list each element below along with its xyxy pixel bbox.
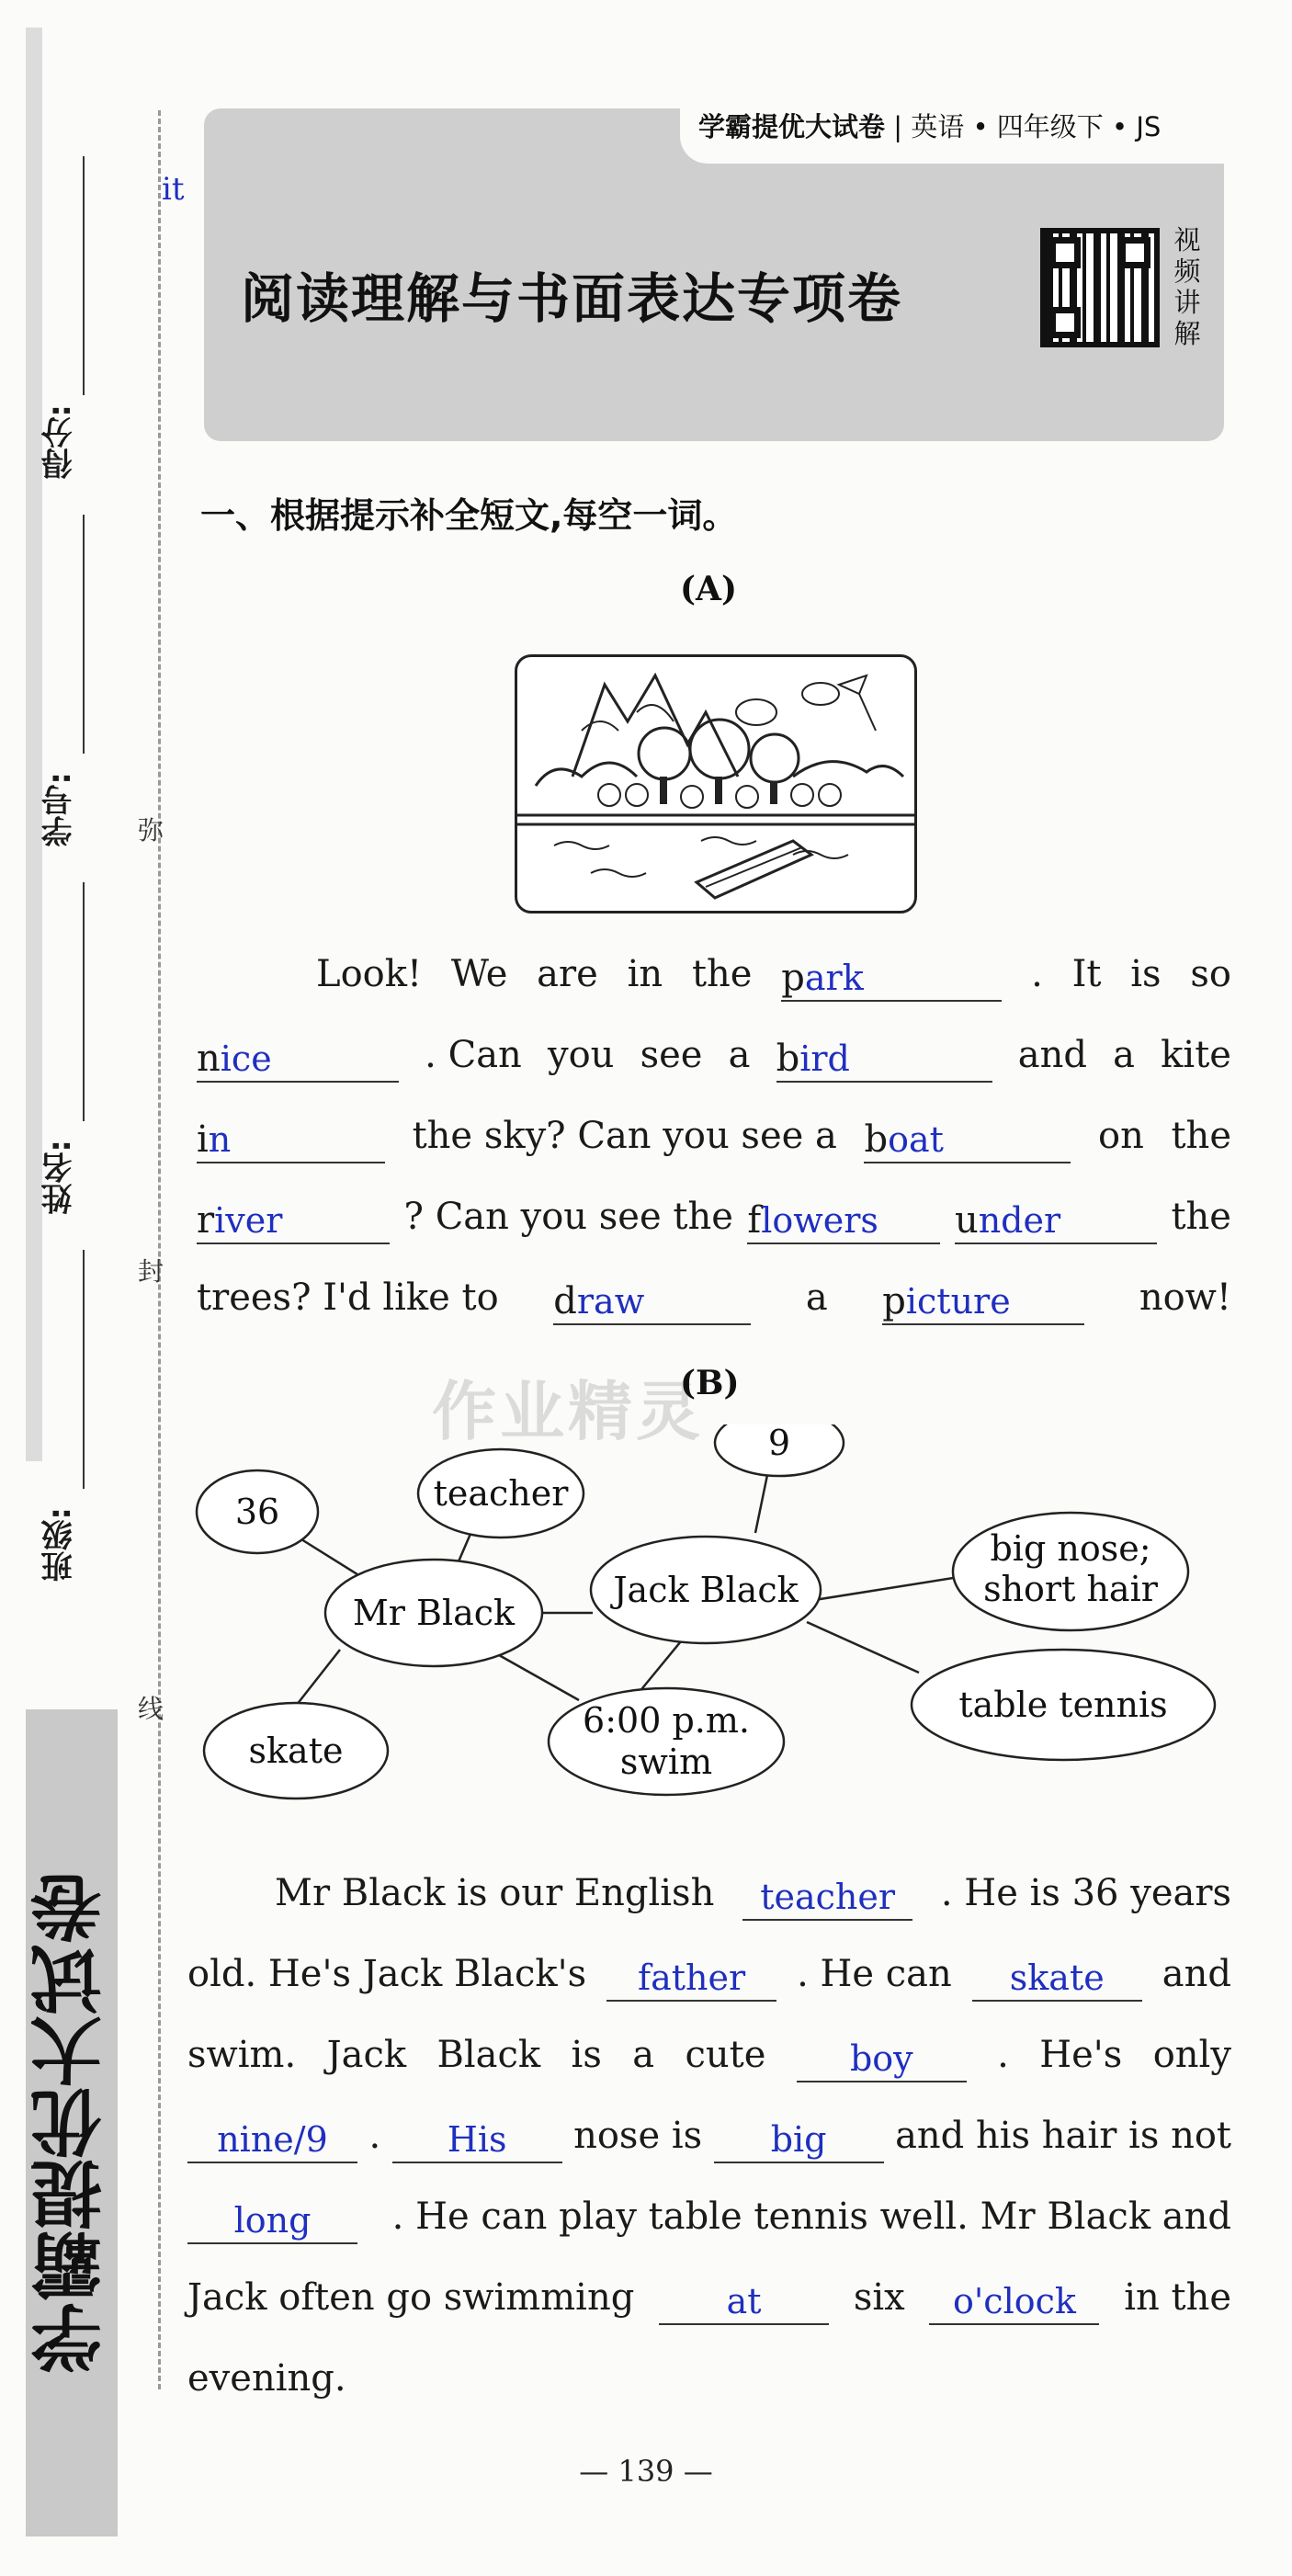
passage-a-line-4 [197, 1189, 1231, 1244]
blank-answer: oat [888, 1119, 944, 1160]
blank-prefix: p [882, 1280, 906, 1322]
node-swim-label: swim [619, 1742, 713, 1782]
word: evening. [187, 2357, 346, 2400]
blank-answer: long [233, 2200, 312, 2241]
blank-answer: boy [849, 2038, 913, 2079]
passage-b-line-2 [187, 1946, 1231, 2002]
blank-answer: nine/9 [217, 2119, 328, 2160]
word: Black [436, 2034, 541, 2076]
blank-prefix: i [197, 1118, 209, 1161]
word: is [1130, 953, 1162, 995]
answer-blank[interactable] [553, 1279, 751, 1325]
word: Jack [326, 2034, 407, 2076]
word: . He can [797, 1953, 952, 1995]
name-field-line[interactable] [83, 882, 85, 1121]
word: in [627, 953, 663, 995]
word: . Can [425, 1034, 522, 1076]
qr-label [1169, 224, 1206, 349]
qr-label-char: 频 [1173, 255, 1201, 287]
word: in the [1124, 2276, 1231, 2319]
blank-answer: o'clock [952, 2281, 1076, 2321]
passage-b-line-1 [275, 1866, 1231, 1921]
word: the [691, 953, 753, 995]
name-field-label: 姓名: [41, 1140, 78, 1215]
blank-prefix: d [553, 1280, 577, 1322]
blank-answer: icture [905, 1281, 1011, 1322]
passage-b [187, 1866, 1231, 2417]
passage-b-line-3 [187, 2027, 1231, 2082]
word: . He is 36 years [940, 1872, 1231, 1914]
word: cute [685, 2034, 766, 2076]
answer-blank[interactable] [659, 2279, 829, 2325]
blank-answer: n [208, 1119, 232, 1160]
word: only [1152, 2034, 1231, 2076]
blank-prefix: n [197, 1038, 221, 1080]
word: and his hair is not [895, 2115, 1231, 2157]
passage-a-line-1 [316, 947, 1231, 1002]
answer-blank[interactable] [714, 2117, 884, 2163]
word: a [1113, 1034, 1136, 1076]
subject-label: 英语 • 四年级下 • JS [911, 111, 1162, 142]
blank-answer: His [447, 2119, 507, 2160]
node-job-label: teacher [433, 1473, 569, 1514]
answer-blank[interactable] [972, 1956, 1142, 2002]
part-b-label: (B) [680, 1364, 740, 1402]
mind-map-diagram [193, 1424, 1231, 1847]
answer-blank[interactable] [197, 1037, 399, 1083]
class-field-line[interactable] [83, 1250, 85, 1489]
node-appearance-label-1: big nose; [990, 1528, 1151, 1569]
word: the sky? Can you see a [412, 1115, 837, 1157]
class-field-label: 班级: [41, 1507, 78, 1583]
word: . He can play table tennis well. Mr Black and [391, 2196, 1231, 2238]
answer-blank[interactable] [197, 1118, 385, 1163]
page-number: — 139 — [579, 2454, 713, 2489]
qr-label-char: 视 [1173, 224, 1201, 255]
answer-blank[interactable] [747, 1198, 940, 1244]
passage-b-line-7 [187, 2351, 1231, 2406]
answer-blank[interactable] [864, 1118, 1071, 1163]
qr-label-char: 解 [1173, 318, 1201, 349]
section-title: 一、根据提示补全短文,每空一词。 [200, 495, 738, 536]
blank-prefix: u [954, 1199, 979, 1242]
blank-answer: raw [576, 1281, 645, 1322]
node-sport-label: table tennis [958, 1685, 1168, 1725]
passage-a-line-2 [197, 1027, 1231, 1083]
qr-label-char: 讲 [1173, 287, 1201, 318]
blank-answer: big [770, 2119, 827, 2160]
blank-answer: ice [220, 1038, 272, 1079]
word: now! [1139, 1277, 1231, 1319]
answer-blank[interactable] [776, 1037, 992, 1083]
watermark: 作业精灵 [432, 1374, 704, 1449]
answer-blank[interactable] [955, 1198, 1157, 1244]
passage-a-line-5 [197, 1270, 1231, 1325]
word: Look! [316, 953, 423, 995]
series-label: 学霸提优大试卷 | 英语 • 四年级下 • JS [698, 111, 1162, 142]
word: the [1171, 1196, 1231, 1238]
answer-blank[interactable] [606, 1956, 776, 2002]
passage-b-line-5 [187, 2189, 1231, 2244]
park-illustration-drawing [517, 657, 914, 911]
margin-bar [26, 28, 42, 1461]
word: and [1017, 1034, 1087, 1076]
passage-b-line-6 [187, 2270, 1231, 2325]
node-appearance-label-2: short hair [983, 1569, 1158, 1609]
word: are [537, 953, 598, 995]
word: . [997, 2034, 1009, 2076]
score-field-line[interactable] [83, 156, 85, 395]
cut-mark-xian: 线 [138, 1694, 164, 1724]
word: nose is [573, 2115, 703, 2157]
word: . [368, 2115, 381, 2157]
score-field-label: 得分: [41, 404, 78, 480]
blank-prefix: r [197, 1199, 215, 1242]
node-swim-time-label: 6:00 p.m. [583, 1700, 750, 1741]
word: on [1098, 1115, 1144, 1157]
word: . [1031, 953, 1043, 995]
answer-blank[interactable] [882, 1279, 1084, 1325]
node-skill-label: skate [248, 1731, 344, 1771]
answer-blank[interactable] [187, 2198, 357, 2244]
word: and [1162, 1953, 1231, 1995]
answer-blank[interactable] [197, 1198, 390, 1244]
cut-dashed-line [158, 110, 161, 2389]
blank-answer: ark [804, 958, 864, 998]
word: is [571, 2034, 602, 2076]
word: Mr Black is our English [275, 1872, 715, 1914]
blank-answer: ird [799, 1038, 850, 1079]
word: He's [1039, 2034, 1123, 2076]
answer-blank[interactable] [392, 2117, 562, 2163]
word: a [728, 1034, 751, 1076]
word: Jack often go swimming [187, 2276, 635, 2319]
blank-answer: at [726, 2281, 762, 2321]
series-name: 学霸提优大试卷 [698, 111, 886, 142]
word: ? Can you see the [403, 1196, 733, 1238]
answer-blank[interactable] [781, 956, 1002, 1002]
answer-blank[interactable] [742, 1875, 912, 1921]
word: six [853, 2276, 905, 2319]
passage-a [197, 947, 1231, 1333]
blank-answer: nder [978, 1200, 1061, 1241]
word: so [1190, 953, 1231, 995]
blank-prefix: p [781, 957, 805, 999]
student-id-field-line[interactable] [83, 515, 85, 754]
answer-blank[interactable] [187, 2117, 357, 2163]
handwritten-note: it [162, 171, 185, 208]
word: a [632, 2034, 655, 2076]
word: swim. [187, 2034, 297, 2076]
node-age-label: 36 [234, 1492, 280, 1532]
cut-mark-feng: 封 [138, 1256, 164, 1287]
node-mr-black-label: Mr Black [352, 1593, 516, 1633]
word: a [805, 1277, 828, 1319]
node-jack-black-label: Jack Black [613, 1570, 799, 1610]
cut-mark-mi: 弥 [138, 815, 164, 845]
page-title: 阅读理解与书面表达专项卷 [241, 267, 903, 330]
blank-answer: iver [214, 1200, 283, 1241]
word: you [547, 1034, 615, 1076]
student-id-field-label: 学号: [41, 772, 78, 847]
word: trees? I'd like to [197, 1277, 499, 1319]
blank-answer: teacher [760, 1877, 896, 1917]
word: It [1071, 953, 1102, 995]
blank-prefix: b [864, 1118, 889, 1161]
node-jack-age-label: 9 [767, 1424, 791, 1463]
word: see [640, 1034, 703, 1076]
passage-a-line-3 [197, 1108, 1231, 1163]
qr-code-icon[interactable] [1040, 228, 1160, 347]
part-a-label: (A) [680, 570, 737, 608]
blank-answer: skate [1009, 1958, 1105, 1998]
word: kite [1161, 1034, 1231, 1076]
answer-blank[interactable] [797, 2037, 967, 2082]
answer-blank[interactable] [929, 2279, 1099, 2325]
passage-b-line-4 [187, 2108, 1231, 2163]
blank-prefix: b [776, 1038, 800, 1080]
word: the [1171, 1115, 1231, 1157]
park-illustration [515, 654, 917, 914]
word: old. He's Jack Black's [187, 1953, 587, 1995]
blank-answer: father [638, 1958, 746, 1998]
word: We [450, 953, 508, 995]
blank-answer: lowers [761, 1200, 878, 1241]
blank-prefix: f [747, 1199, 762, 1242]
brand-vertical-text: 学霸提优大试卷 [30, 1872, 114, 2374]
